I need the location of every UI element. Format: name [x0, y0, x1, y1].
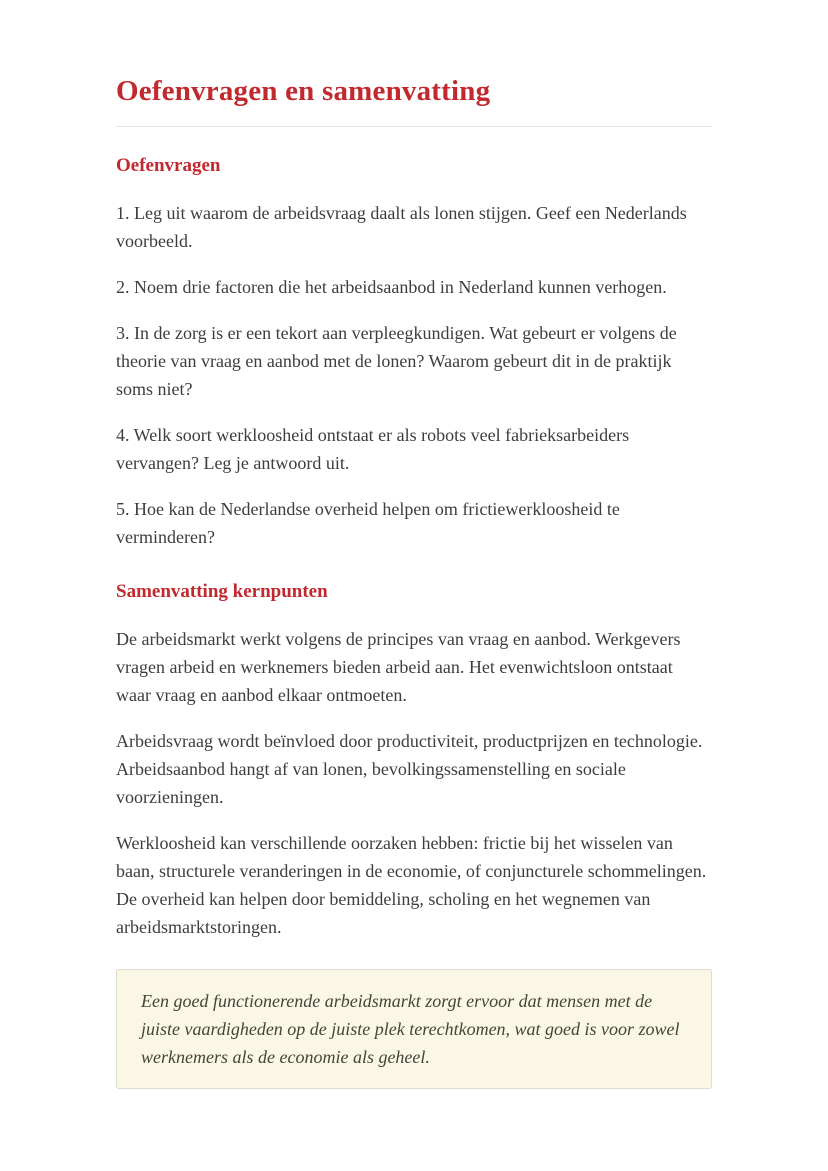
summary-paragraph-2: Arbeidsvraag wordt beïnvloed door productiviteit, productprijzen en technologie. Arbeidsaanbod hangt af van lonen, bevolkingssamenstelling en sociale voorzieningen. [116, 730, 703, 807]
section-heading-samenvatting: Samenvatting kernpunten [116, 580, 328, 602]
summary-paragraph-3: Werkloosheid kan verschillende oorzaken hebben: frictie bij het wisselen van baan, structurele veranderingen in de economie, of conjuncturele schommelingen. De overheid kan helpen door bemiddeling, scholing en het wegnemen van arbeidsmarktstoringen. [116, 832, 707, 937]
title-divider [116, 126, 712, 127]
question-item-5: 5. Hoe kan de Nederlandse overheid helpen om frictiewerkloosheid te verminderen? [116, 498, 620, 547]
question-item-1: 1. Leg uit waarom de arbeidsvraag daalt als lonen stijgen. Geef een Nederlands voorbeeld. [116, 202, 687, 251]
page-title: Oefenvragen en samenvatting [116, 75, 491, 107]
question-item-2: 2. Noem drie factoren die het arbeidsaanbod in Nederland kunnen verhogen. [116, 276, 667, 297]
section-heading-oefenvragen: Oefenvragen [116, 154, 221, 176]
callout-text: Een goed functionerende arbeidsmarkt zorgt ervoor dat mensen met de juiste vaardigheden op de juiste plek terechtkomen, wat goed is voor zowel werknemers als de economie als geheel. [141, 990, 680, 1067]
content-column [116, 74, 712, 1089]
question-item-4: 4. Welk soort werkloosheid ontstaat er als robots veel fabrieksarbeiders vervangen? Leg je antwoord uit. [116, 424, 630, 473]
summary-paragraph-1: De arbeidsmarkt werkt volgens de principes van vraag en aanbod. Werkgevers vragen arbeid en werknemers bieden arbeid aan. Het evenwichtsloon ontstaat waar vraag en aanbod elkaar ontmoeten. [116, 628, 681, 705]
callout-box [116, 969, 712, 1089]
question-item-3: 3. In de zorg is er een tekort aan verpleegkundigen. Wat gebeurt er volgens de theorie van vraag en aanbod met de lonen? Waarom gebeurt dit in de praktijk soms niet? [116, 322, 677, 399]
